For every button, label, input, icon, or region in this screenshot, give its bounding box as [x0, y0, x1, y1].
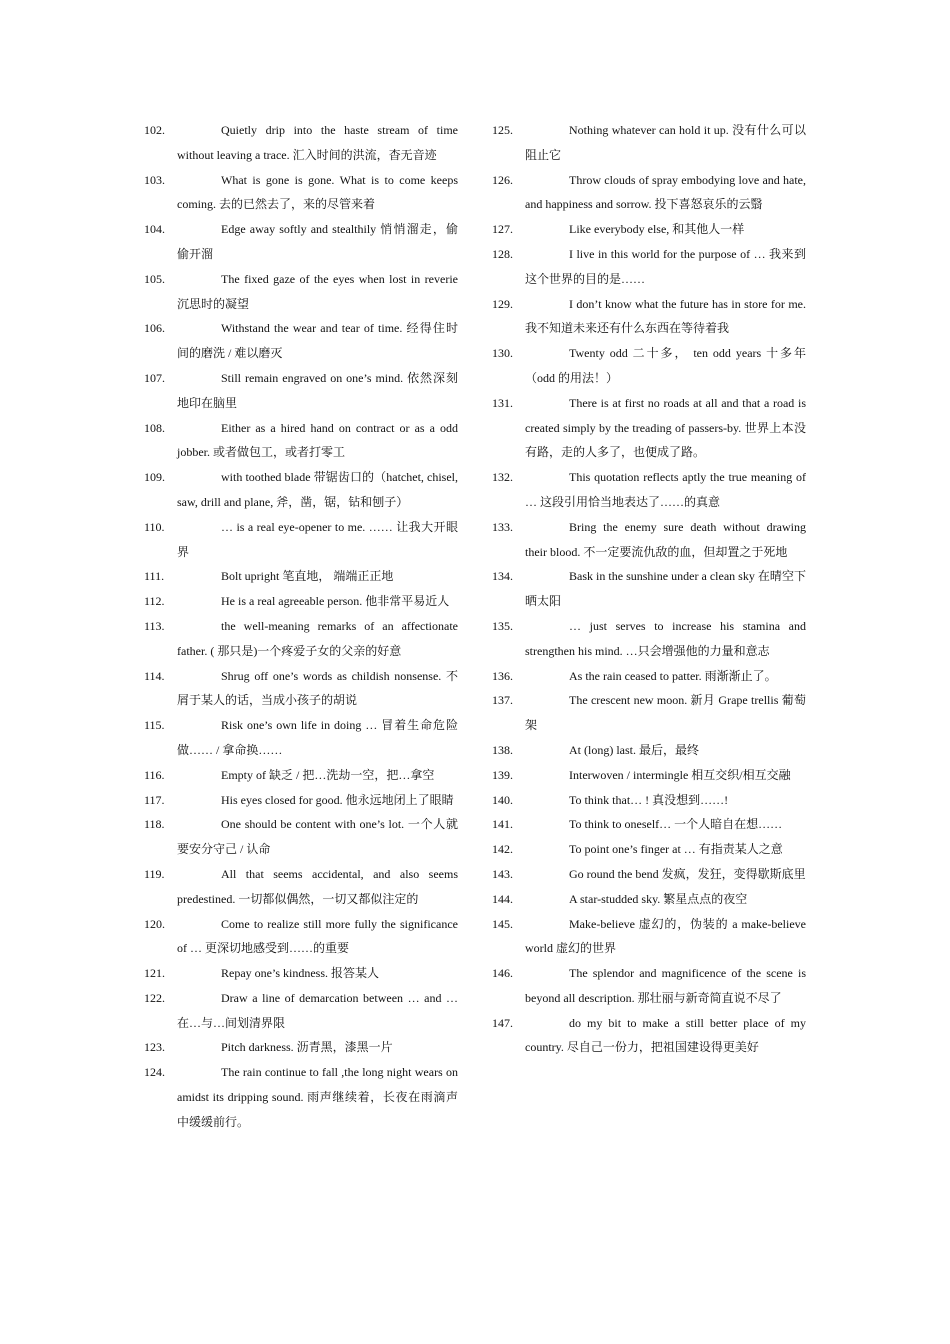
right-column [492, 118, 806, 1060]
phrase-entry [144, 118, 458, 168]
entry-number: 138. [492, 742, 513, 757]
phrase-entry [492, 341, 806, 391]
entry-number: 105. [144, 271, 165, 286]
entry-text: Bolt upright 笔直地， 端端正正地 [221, 569, 394, 584]
phrase-entry [492, 564, 806, 614]
entry-number: 117. [144, 792, 165, 807]
phrase-entry [144, 862, 458, 912]
entry-number: 123. [144, 1040, 165, 1055]
entry-text: … is a real eye-opener to me. …… 让我大开眼界 [177, 519, 458, 559]
phrase-entry [492, 688, 806, 738]
entry-number: 142. [492, 842, 513, 857]
phrase-entry [492, 738, 806, 763]
entry-number: 133. [492, 519, 513, 534]
phrase-entry [492, 664, 806, 689]
entry-number: 139. [492, 767, 513, 782]
entry-number: 107. [144, 370, 165, 385]
phrase-entry [144, 465, 458, 515]
entry-text: There is at first no roads at all and that a road is created simply by the treading of passers-by. 世界上本没有路，走的人多了，也便成了路。 [525, 395, 806, 460]
entry-text: As the rain ceased to patter. 雨渐渐止了。 [569, 668, 777, 683]
entry-text: At (long) last. 最后，最终 [569, 742, 699, 757]
entry-number: 127. [492, 222, 513, 237]
entry-text: Nothing whatever can hold it up. 没有什么可以阻止它 [525, 123, 806, 162]
entry-text: Withstand the wear and tear of time. 经得住时间的磨洗 / 难以磨灭 [177, 321, 458, 361]
phrase-entry [492, 961, 806, 1011]
phrase-entry [492, 887, 806, 912]
phrase-entry [144, 589, 458, 614]
entry-number: 141. [492, 817, 513, 832]
entry-text: To think that… ! 真没想到……! [569, 792, 729, 807]
entry-number: 116. [144, 767, 165, 782]
entry-text: Bring the enemy sure death without drawing their blood. 不一定要流仇敌的血，但却置之于死地 [525, 519, 806, 559]
left-column [144, 118, 458, 1135]
phrase-entry [492, 862, 806, 887]
phrase-entry [492, 391, 806, 465]
entry-text: Make-believe 虚幻的，伪装的 a make-believe world 虚幻的世界 [525, 916, 806, 956]
entry-text: Edge away softly and stealthily 悄悄溜走，偷偷开溜 [177, 222, 458, 261]
entry-number: 135. [492, 618, 513, 633]
phrase-entry [492, 515, 806, 565]
phrase-entry [492, 1011, 806, 1061]
entry-text: Shrug off one’s words as childish nonsense. 不屑于某人的话，当成小孩子的胡说 [177, 668, 458, 708]
entry-number: 134. [492, 569, 513, 584]
entry-text: Pitch darkness. 沥青黑，漆黑一片 [221, 1040, 393, 1055]
entry-number: 137. [492, 693, 513, 708]
entry-number: 131. [492, 395, 513, 410]
entry-number: 122. [144, 990, 165, 1005]
entry-text: His eyes closed for good. 他永远地闭上了眼睛 [221, 792, 454, 807]
phrase-entry [144, 1060, 458, 1134]
entry-number: 103. [144, 172, 165, 187]
phrase-entry [144, 416, 458, 466]
phrase-entry [144, 664, 458, 714]
phrase-entry [144, 168, 458, 218]
entry-text: Come to realize still more fully the significance of … 更深切地感受到……的重要 [177, 916, 458, 956]
entry-text: Like everybody else, 和其他人一样 [569, 222, 745, 237]
phrase-entry [144, 788, 458, 813]
phrase-entry [492, 168, 806, 218]
entry-number: 112. [144, 594, 165, 609]
entry-number: 120. [144, 916, 165, 931]
phrase-entry [492, 763, 806, 788]
entry-number: 129. [492, 296, 513, 311]
entry-text: The fixed gaze of the eyes when lost in reverie 沉思时的凝望 [177, 271, 458, 311]
entry-number: 143. [492, 866, 513, 881]
phrase-entry [492, 465, 806, 515]
phrase-entry [144, 812, 458, 862]
entry-text: Repay one’s kindness. 报答某人 [221, 966, 379, 981]
phrase-entry [492, 614, 806, 664]
entry-text: The splendor and magnificence of the scene is beyond all description. 那壮丽与新奇简直说不尽了 [525, 966, 806, 1005]
phrase-entry [492, 812, 806, 837]
entry-text: He is a real agreeable person. 他非常平易近人 [221, 594, 450, 609]
entry-number: 110. [144, 519, 165, 534]
entry-text: the well-meaning remarks of an affectionate father. ( 那只是)一个疼爱子女的父亲的好意 [177, 618, 458, 658]
entry-text: Bask in the sunshine under a clean sky 在晴空下晒太阳 [525, 569, 806, 609]
entry-number: 145. [492, 916, 513, 931]
entry-text: A star-studded sky. 繁星点点的夜空 [569, 891, 748, 906]
entry-number: 104. [144, 222, 165, 237]
entry-number: 130. [492, 346, 513, 361]
entry-number: 118. [144, 817, 165, 832]
entry-number: 114. [144, 668, 165, 683]
entry-number: 109. [144, 470, 165, 485]
phrase-entry [492, 837, 806, 862]
entry-text: Quietly drip into the haste stream of time without leaving a trace. 汇入时间的洪流，杳无音迹 [177, 123, 458, 162]
phrase-entry [492, 292, 806, 342]
entry-text: What is gone is gone. What is to come keeps coming. 去的已然去了，来的尽管来着 [177, 172, 458, 212]
phrase-entry [144, 267, 458, 317]
entry-text: All that seems accidental, and also seems predestined. 一切都似偶然，一切又都似注定的 [177, 866, 458, 906]
entry-text: Still remain engraved on one’s mind. 依然深刻地印在脑里 [177, 370, 458, 410]
entry-text: Interwoven / intermingle 相互交织/相互交融 [569, 767, 791, 782]
phrase-entry [144, 366, 458, 416]
entry-number: 132. [492, 470, 513, 485]
entry-number: 113. [144, 618, 165, 633]
phrase-entry [144, 614, 458, 664]
phrase-entry [144, 713, 458, 763]
entry-text: … just serves to increase his stamina and strengthen his mind. …只会增强他的力量和意志 [525, 618, 806, 658]
entry-text: Twenty odd 二十多， ten odd years 十多年 （odd 的用法！） [525, 346, 806, 385]
entry-number: 106. [144, 321, 165, 336]
entry-number: 108. [144, 420, 165, 435]
phrase-entry [492, 118, 806, 168]
entry-number: 140. [492, 792, 513, 807]
phrase-entry [492, 912, 806, 962]
phrase-entry [144, 316, 458, 366]
entry-number: 124. [144, 1065, 165, 1080]
phrase-entry [144, 217, 458, 267]
entry-number: 136. [492, 668, 513, 683]
phrase-entry [144, 564, 458, 589]
entry-number: 119. [144, 866, 165, 881]
entry-text: Risk one’s own life in doing … 冒着生命危险做…… / 拿命换…… [177, 718, 458, 757]
entry-text: The rain continue to fall ,the long night wears on amidst its dripping sound. 雨声继续着，长夜在雨滴声中缓缓前行。 [177, 1065, 458, 1129]
entry-text: I don’t know what the future has in store for me. 我不知道未来还有什么东西在等待着我 [525, 296, 806, 336]
phrase-entry [144, 1035, 458, 1060]
entry-text: Draw a line of demarcation between … and … 在…与…间划清界限 [177, 990, 458, 1030]
entry-text: The crescent new moon. 新月 Grape trellis 葡萄架 [525, 693, 806, 733]
entry-number: 115. [144, 718, 165, 733]
entry-text: One should be content with one’s lot. 一个人就要安分守己 / 认命 [177, 817, 458, 857]
entry-text: Empty of 缺乏 / 把…洗劫一空，把…拿空 [221, 767, 435, 782]
phrase-entry [492, 788, 806, 813]
phrase-entry [144, 515, 458, 565]
entry-text: I live in this world for the purpose of … 我来到这个世界的目的是…… [525, 246, 806, 286]
entry-number: 102. [144, 123, 165, 137]
phrase-entry [144, 986, 458, 1036]
phrase-entry [144, 763, 458, 788]
entry-text: with toothed blade 带锯齿口的（hatchet, chisel, saw, drill and plane, 斧，凿，锯，钻和刨子） [177, 470, 458, 509]
phrase-entry [144, 912, 458, 962]
entry-text: Throw clouds of spray embodying love and hate, and happiness and sorrow. 投下喜怒哀乐的云翳 [525, 172, 806, 212]
entry-text: Go round the bend 发疯，发狂，变得歇斯底里 [569, 866, 806, 881]
entry-number: 111. [144, 569, 165, 584]
phrase-entry [144, 961, 458, 986]
entry-number: 147. [492, 1015, 513, 1030]
entry-number: 144. [492, 891, 513, 906]
entry-number: 125. [492, 123, 513, 137]
entry-number: 128. [492, 246, 513, 261]
entry-text: To point one’s finger at … 有指责某人之意 [569, 842, 783, 857]
entry-number: 126. [492, 172, 513, 187]
entry-text: Either as a hired hand on contract or as a odd jobber. 或者做包工，或者打零工 [177, 420, 458, 460]
phrase-entry [492, 242, 806, 292]
entry-number: 121. [144, 966, 165, 981]
entry-text: do my bit to make a still better place of my country. 尽自己一份力，把祖国建设得更美好 [525, 1015, 806, 1055]
entry-text: This quotation reflects aptly the true meaning of … 这段引用恰当地表达了……的真意 [525, 470, 806, 509]
phrase-entry [492, 217, 806, 242]
entry-text: To think to oneself… 一个人暗自在想…… [569, 817, 783, 832]
entry-number: 146. [492, 966, 513, 981]
